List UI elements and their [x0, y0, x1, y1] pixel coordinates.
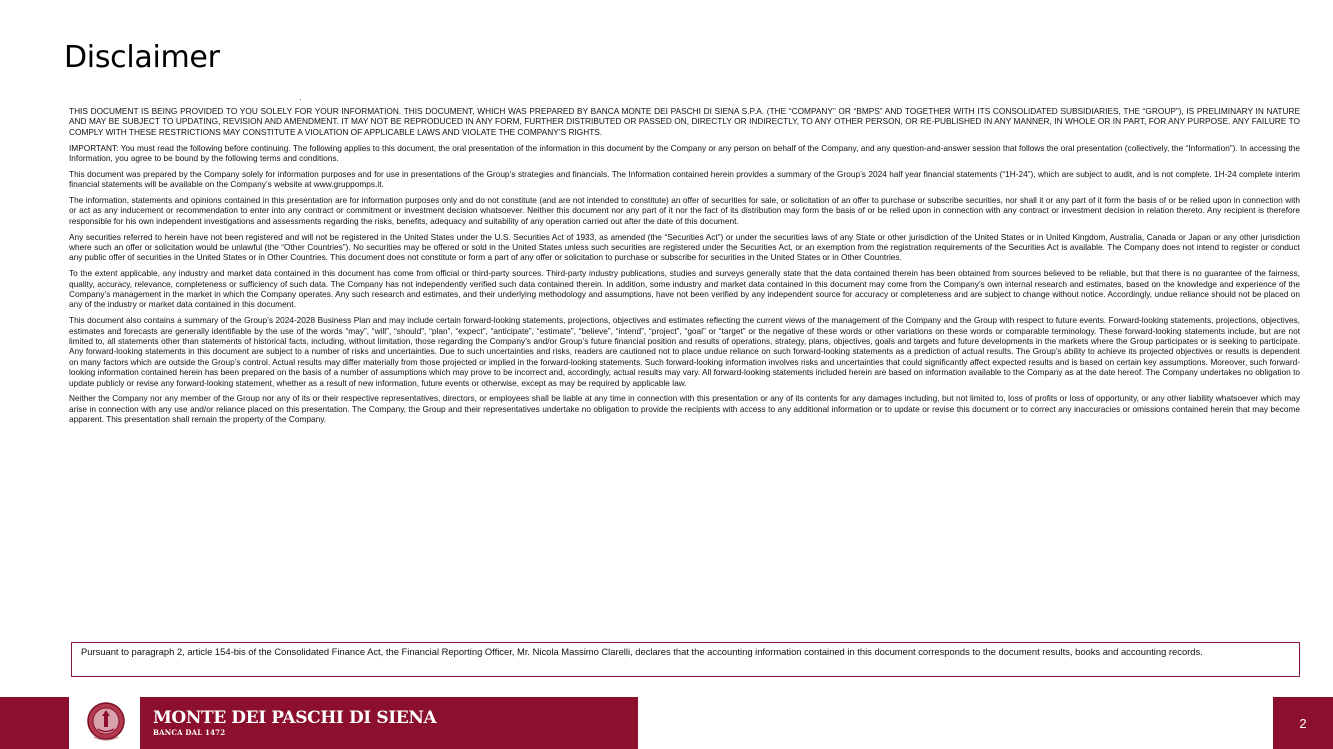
page-number: 2	[1299, 715, 1307, 731]
divider	[300, 99, 301, 100]
disclaimer-paragraph: Neither the Company nor any member of the Group nor any of its or their respective representatives, directors, or employees shall be liable at any time in connection with this presentation or any of its contents for any damages including, but not limited to, loss of profits or loss of opportunity, or any other liability whatsoever which may arise in connection with any use and/or reliance placed on this presentation. The Company, the Group and their representatives undertake no obligation to provide the recipients with access to any additional information or to update or revise this document or to correct any inaccuracies or omissions contained herein that may become apparent. This presentation shall remain the property of the Company.	[69, 393, 1300, 425]
disclaimer-paragraph: To the extent applicable, any industry and market data contained in this document has come from official or third-party sources. Third-party industry publications, studies and surveys generally state that the data contained therein has been obtained from sources believed to be reliable, but that there is no guarantee of the fairness, quality, accuracy, relevance, completeness or sufficiency of such data. The Company has not independently verified such data contained therein. In addition, some industry and market data contained in this document may come from the Company’s own internal research and estimates, based on the knowledge and experience of the Company’s management in the market in which the Company operates. Any such research and estimates, and their underlying methodology and assumptions, have not been verified by any independent source for accuracy or completeness and are subject to change without notice. Accordingly, undue reliance should not be placed on any of the industry or market data contained in this document.	[69, 268, 1300, 310]
disclaimer-paragraph: This document was prepared by the Company solely for information purposes and for use in presentations of the Group’s strategies and financials. The Information contained herein provides a summary of the Group’s 2024 half year financial statements (“1H-24”), which are subject to audit, and is not complete. 1H-24 complete interim financial statements will be available on the Company’s website at www.gruppomps.it.	[69, 168, 1300, 190]
disclaimer-paragraph: Any securities referred to herein have not been registered and will not be registered in the United States under the U.S. Securities Act of 1933, as amended (the “Securities Act”) or under the securities laws of any State or other jurisdiction of the United States or in United Kingdom, Australia, Canada or Japan or any other jurisdiction where such an offer or solicitation would be unlawful (the “Other Countries”). No securities may be offered or sold in the United States unless such securities are registered under the Securities Act, or an exemption from the registration requirements of the Securities Act is available. The Company does not intend to register or conduct any public offer of securities in the United States or in Other Countries. This document does not constitute or form a part of any offer or solicitation to purchase or subscribe for securities in the United States or in Other Countries.	[69, 231, 1300, 263]
disclaimer-paragraph: This document also contains a summary of the Group’s 2024-2028 Business Plan and may include certain forward-looking statements, projections, objectives and estimates reflecting the current views of the management of the Company and the Group with respect to future events. Forward-looking statements, projections, objectives, estimates and forecasts are generally identifiable by the use of the words “may”, “will”, “should”, “plan”, “expect”, “anticipate”, “estimate”, “believe”, “intend”, “project”, “goal” or “target” or the negative of these words or other variations on these words or comparable terminology. These forward-looking statements include, but are not limited to, all statements other than statements of historical facts, including, without limitation, those regarding the Company’s and/or Group’s future financial position and results of operations, strategy, plans, objectives, goals and targets and future developments in the markets where the Group participates or is seeking to participate. Any forward-looking statements in this document are subject to a number of risks and uncertainties. Due to such uncertainties and risks, readers are cautioned not to place undue reliance on such forward-looking statements as a prediction of actual results. The Group’s ability to achieve its projected objectives or results is dependent on many factors which are outside the Group’s control. Actual results may differ materially from those projected or implied in the forward-looking statements. Such forward-looking information involves risks and uncertainties that could significantly affect expected results and is based on certain key assumptions. Moreover, such forward-looking information contained herein has been prepared on the basis of a number of assumptions which may prove to be incorrect and, accordingly, actual results may vary. All forward-looking statements included herein are based on information available to the Company as at the date hereof. The Company undertakes no obligation to update publicly or revise any forward-looking statement, whether as a result of new information, future events or otherwise, except as may be required by applicable law.	[69, 315, 1300, 388]
disclaimer-paragraph: THIS DOCUMENT IS BEING PROVIDED TO YOU SOLELY FOR YOUR INFORMATION. THIS DOCUMENT, WHICH WAS PREPARED BY BANCA MONTE DEI PASCHI DI SIENA S.P.A. (THE “COMPANY” OR “BMPS” AND TOGETHER WITH ITS CONSOLIDATED SUBSIDIARIES, THE “GROUP”), IS PRELIMINARY IN NATURE AND MAY BE SUBJECT TO UPDATING, REVISION AND AMENDMENT. IT MAY NOT BE REPRODUCED IN ANY FORM, FURTHER DISTRIBUTED OR PASSED ON, DIRECTLY OR INDIRECTLY, TO ANY OTHER PERSON, OR RE-PUBLISHED IN ANY MANNER, IN WHOLE OR IN PART, FOR ANY PURPOSE. ANY FAILURE TO COMPLY WITH THESE RESTRICTIONS MAY CONSTITUTE A VIOLATION OF APPLICABLE LAWS AND VIOLATE THE COMPANY’S RIGHTS.	[69, 106, 1300, 137]
declaration-box: Pursuant to paragraph 2, article 154-bis of the Consolidated Finance Act, the Financial Reporting Officer, Mr. Nicola Massimo Clarelli, declares that the accounting information contained in this document corresponds to the document results, books and accounting records.	[71, 642, 1300, 677]
disclaimer-paragraph: IMPORTANT: You must read the following before continuing. The following applies to this document, the oral presentation of the information in this document by the Company or any person on behalf of the Company, and any question-and-answer session that follows the oral presentation (collectively, the “Information”). In accessing the Information, you agree to be bound by the following terms and conditions.	[69, 142, 1300, 164]
page-title: Disclaimer	[64, 40, 220, 75]
disclaimer-paragraph: The information, statements and opinions contained in this presentation are for information purposes only and do not constitute (and are not intended to constitute) an offer of securities for sale, or solicitation of an offer to purchase or subscribe securities, nor shall it or any part of it form the basis of or be relied upon in connection with or act as any inducement or recommendation to enter into any contract or commitment or investment decision whatsoever. Neither this document nor any part of it nor the fact of its distribution may form the basis of or be relied upon in connection with any contract or investment decision in relation thereto. Any recipient is therefore responsible for his own independent investigations and assessments regarding the risks, benefits, adequacy and suitability of any operation carried out after the date of this document.	[69, 195, 1300, 226]
disclaimer-body	[69, 106, 1300, 430]
brand-subtitle: BANCA DAL 1472	[153, 728, 226, 737]
bank-crest-icon	[86, 701, 126, 743]
brand-name: MONTE DEI PASCHI DI SIENA	[153, 708, 437, 728]
